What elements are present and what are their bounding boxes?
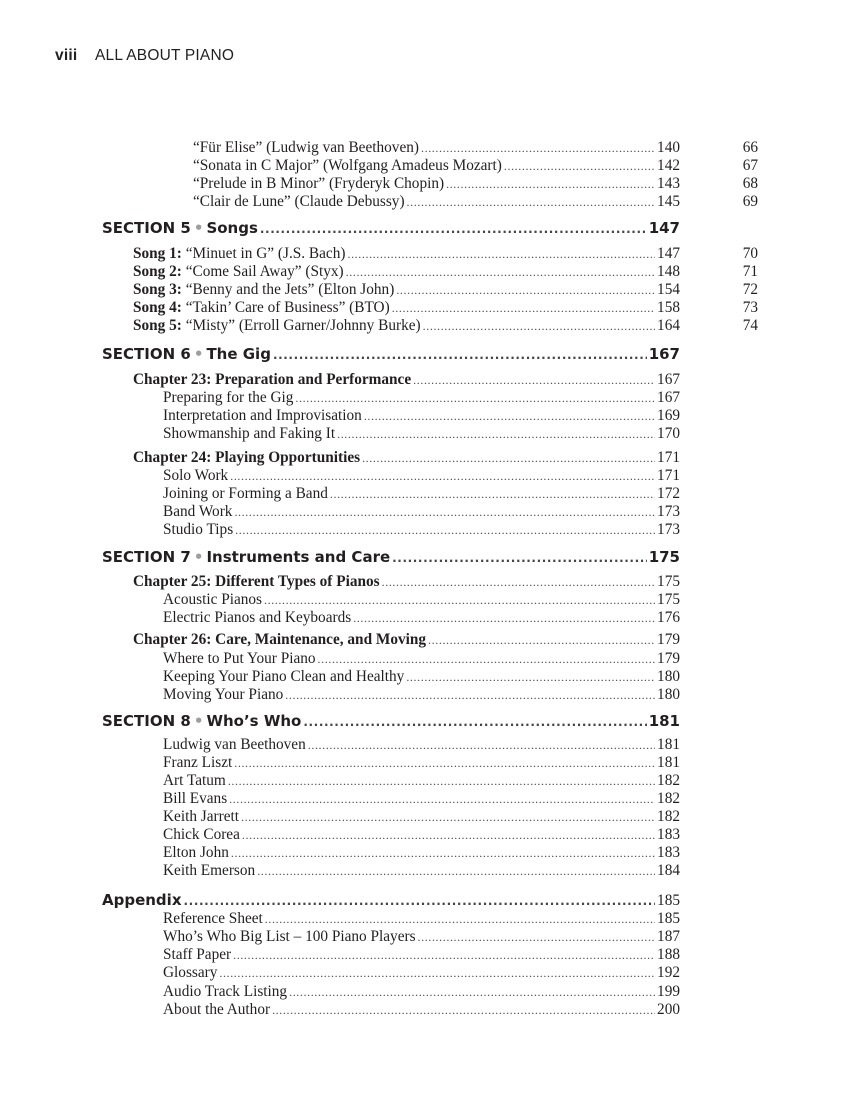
toc-entry[interactable]: Electric Pianos and Keyboards ..... 176 <box>163 609 680 627</box>
toc-entry[interactable]: Staff Paper ..... 188 <box>163 946 680 964</box>
toc-song-entry[interactable]: Song 2: “Come Sail Away” (Styx) ..... 148 <box>133 263 680 281</box>
cd-track-number: 74 <box>742 317 758 334</box>
toc-entry[interactable]: Ludwig van Beethoven ..... 181 <box>163 736 680 754</box>
toc-entry[interactable]: Keith Emerson ..... 184 <box>163 862 680 880</box>
toc-entry[interactable]: Interpretation and Improvisation ..... 169 <box>163 407 680 425</box>
toc-entry[interactable]: Showmanship and Faking It ..... 170 <box>163 425 680 443</box>
toc-entry[interactable]: Preparing for the Gig ..... 167 <box>163 389 680 407</box>
toc-song-entry[interactable]: Song 3: “Benny and the Jets” (Elton John) ..... 154 <box>133 281 680 299</box>
toc-chapter-24[interactable]: Chapter 24: Playing Opportunities ..... 171 <box>133 449 680 467</box>
bullet-separator-icon: • <box>193 712 204 730</box>
toc-chapter-26[interactable]: Chapter 26: Care, Maintenance, and Moving ..... 179 <box>133 631 680 649</box>
toc-chapter-23[interactable]: Chapter 23: Preparation and Performance ..... 167 <box>133 371 680 389</box>
cd-track-number: 70 <box>742 245 758 262</box>
toc-entry[interactable]: Acoustic Pianos ..... 175 <box>163 591 680 609</box>
cd-track-number: 67 <box>742 157 758 174</box>
section-heading-7[interactable]: SECTION 7 • Instruments and Care ..... 175 <box>102 548 680 566</box>
bullet-separator-icon: • <box>193 345 204 363</box>
section-heading-8[interactable]: SECTION 8 • Who’s Who ..... 181 <box>102 712 680 730</box>
toc-entry[interactable]: Who’s Who Big List – 100 Piano Players ..... 187 <box>163 928 680 946</box>
cd-track-number: 66 <box>742 139 758 156</box>
toc-entry[interactable]: Audio Track Listing ..... 199 <box>163 983 680 1001</box>
book-title: ALL ABOUT PIANO <box>95 47 235 64</box>
toc-entry[interactable]: “Prelude in B Minor” (Fryderyk Chopin) ..... 143 <box>193 175 680 193</box>
toc-entry[interactable]: Reference Sheet ..... 185 <box>163 910 680 928</box>
cd-track-number: 71 <box>742 263 758 280</box>
toc-entry[interactable]: Elton John ..... 183 <box>163 844 680 862</box>
section-heading-6[interactable]: SECTION 6 • The Gig ..... 167 <box>102 345 680 363</box>
bullet-separator-icon: • <box>193 548 204 566</box>
toc-entry[interactable]: Franz Liszt ..... 181 <box>163 754 680 772</box>
toc-entry[interactable]: Where to Put Your Piano ..... 179 <box>163 650 680 668</box>
toc-entry[interactable]: Solo Work ..... 171 <box>163 467 680 485</box>
toc-entry[interactable]: Moving Your Piano ..... 180 <box>163 686 680 704</box>
toc-chapter-25[interactable]: Chapter 25: Different Types of Pianos ..... 175 <box>133 573 680 591</box>
running-head <box>55 47 234 65</box>
section-heading-5[interactable]: SECTION 5 • Songs ..... 147 <box>102 219 680 237</box>
cd-track-number: 69 <box>742 193 758 210</box>
toc-entry[interactable]: Bill Evans ..... 182 <box>163 790 680 808</box>
toc-entry[interactable]: Glossary ..... 192 <box>163 964 680 982</box>
toc-song-entry[interactable]: Song 1: “Minuet in G” (J.S. Bach) ..... 147 <box>133 245 680 263</box>
cd-track-number: 68 <box>742 175 758 192</box>
toc-entry[interactable]: About the Author ..... 200 <box>163 1001 680 1019</box>
toc-entry[interactable]: Band Work ..... 173 <box>163 503 680 521</box>
cd-track-number: 73 <box>742 299 758 316</box>
toc-entry[interactable]: Keeping Your Piano Clean and Healthy ..... 180 <box>163 668 680 686</box>
toc-entry[interactable]: Studio Tips ..... 173 <box>163 521 680 539</box>
toc-entry[interactable]: “Für Elise” (Ludwig van Beethoven) ..... 140 <box>193 139 680 157</box>
toc-entry[interactable]: Joining or Forming a Band ..... 172 <box>163 485 680 503</box>
bullet-separator-icon: • <box>193 219 204 237</box>
page-folio: viii <box>55 47 78 64</box>
toc-entry[interactable]: Keith Jarrett ..... 182 <box>163 808 680 826</box>
toc-entry[interactable]: “Clair de Lune” (Claude Debussy) ..... 145 <box>193 193 680 211</box>
toc-entry[interactable]: “Sonata in C Major” (Wolfgang Amadeus Mozart) ..... 142 <box>193 157 680 175</box>
appendix-heading[interactable]: Appendix ..... 185 <box>102 891 680 909</box>
toc-entry[interactable]: Chick Corea ..... 183 <box>163 826 680 844</box>
toc-song-entry[interactable]: Song 4: “Takin’ Care of Business” (BTO) ..... 158 <box>133 299 680 317</box>
toc-entry[interactable]: Art Tatum ..... 182 <box>163 772 680 790</box>
toc-song-entry[interactable]: Song 5: “Misty” (Erroll Garner/Johnny Burke) ..... 164 <box>133 317 680 335</box>
cd-track-number: 72 <box>742 281 758 298</box>
